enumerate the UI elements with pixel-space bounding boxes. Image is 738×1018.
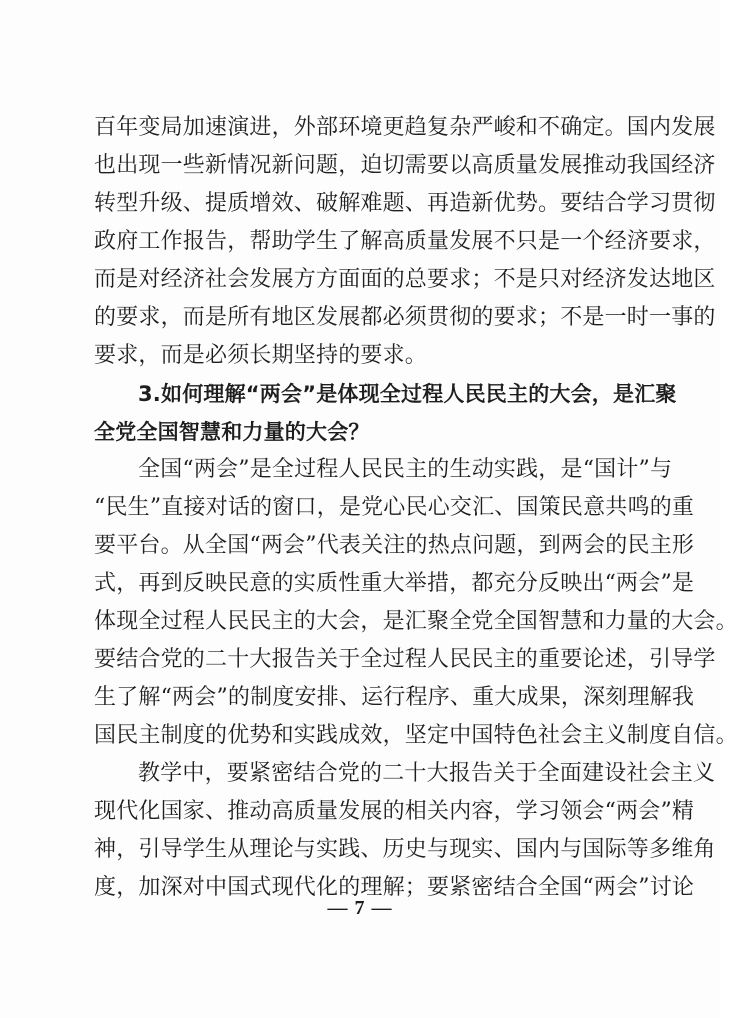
text-line: 也出现一些新情况新问题，迫切需要以高质量发展推动我国经济 — [94, 153, 716, 178]
text-line: 体现全过程人民民主的大会，是汇聚全党全国智慧和力量的大会。 — [94, 609, 738, 634]
text-line: 要平台。从全国“两会”代表关注的热点问题，到两会的民主形 — [94, 533, 695, 558]
heading-line: 3.如何理解“两会”是体现全过程人民民主的大会，是汇聚 — [138, 382, 677, 406]
text-line: 教学中，要紧密结合党的二十大报告关于全面建设社会主义 — [138, 761, 716, 786]
text-line: 的要求，而是所有地区发展都必须贯彻的要求；不是一时一事的 — [94, 305, 716, 330]
heading-line: 全党全国智慧和力量的大会？ — [94, 420, 370, 444]
text-line: 要结合党的二十大报告关于全过程人民民主的重要论述，引导学 — [94, 647, 716, 672]
text-line: 政府工作报告，帮助学生了解高质量发展不只是一个经济要求， — [94, 229, 716, 254]
text-line: 国民主制度的优势和实践成效，坚定中国特色社会主义制度自信。 — [94, 723, 738, 748]
body-text — [94, 109, 738, 907]
page-number: — 7 — — [327, 897, 393, 919]
text-line: “民生”直接对话的窗口，是党心民心交汇、国策民意共鸣的重 — [94, 495, 695, 520]
text-line: 神，引导学生从理论与实践、历史与现实、国内与国际等多维角 — [94, 837, 716, 862]
text-line: 全国“两会”是全过程人民民主的生动实践，是“国计”与 — [138, 457, 673, 482]
section-heading — [94, 375, 677, 451]
text-line: 转型升级、提质增效、破解难题、再造新优势。要结合学习贯彻 — [94, 191, 716, 216]
text-line: 百年变局加速演进，外部环境更趋复杂严峻和不确定。国内发展 — [94, 115, 716, 140]
text-line: 生了解“两会”的制度安排、运行程序、重大成果，深刻理解我 — [94, 685, 695, 710]
text-line: 而是对经济社会发展方方面面的总要求；不是只对经济发达地区 — [94, 267, 716, 292]
text-line: 式，再到反映民意的实质性重大举措，都充分反映出“两会”是 — [94, 571, 695, 596]
paragraph-two-sessions — [94, 451, 738, 755]
text-line: 现代化国家、推动高质量发展的相关内容，学习领会“两会”精 — [94, 799, 695, 824]
paragraph-continued — [94, 109, 716, 375]
paragraph-teaching — [94, 755, 716, 907]
text-line: 度，加深对中国式现代化的理解；要紧密结合全国“两会”讨论 — [94, 875, 695, 900]
text-line: 要求，而是必须长期坚持的要求。 — [94, 343, 428, 368]
